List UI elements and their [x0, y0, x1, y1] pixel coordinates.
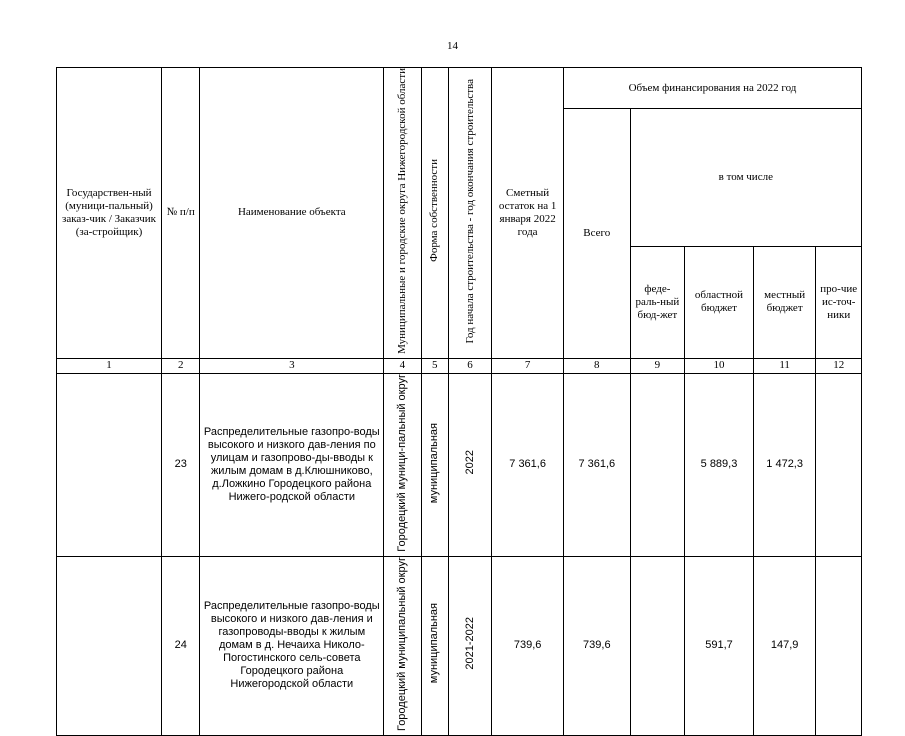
cell-local: 1 472,3: [753, 373, 816, 556]
column-number: 3: [200, 358, 384, 373]
financing-table: [56, 67, 862, 736]
column-number: 7: [492, 358, 564, 373]
cell-other: [816, 373, 862, 556]
page-number: 14: [447, 40, 458, 52]
cell-years: 2022: [448, 373, 491, 556]
cell-federal: [630, 373, 685, 556]
cell-municipality: Городецкий муници-пальный округ: [384, 373, 421, 556]
cell-estimate-balance: 7 361,6: [492, 373, 564, 556]
cell-municipality: Городецкий муниципальный округ: [384, 556, 421, 735]
cell-object-name: Распределительные газопро-воды высокого и низкого дав-ления и газопроводы-вводы к жилым домам в д. Нечаиха Николо-Погостинского сель-совета Городецкого района Нижегородской области: [200, 556, 384, 735]
cell-number: 24: [162, 556, 200, 735]
cell-years: 2021-2022: [448, 556, 491, 735]
column-number: 2: [162, 358, 200, 373]
header-municipality: Муниципальные и городские округа Нижегородской области: [384, 68, 421, 359]
column-numbers-row: [57, 358, 862, 373]
cell-customer: [57, 373, 162, 556]
cell-regional: 5 889,3: [685, 373, 754, 556]
cell-federal: [630, 556, 685, 735]
header-estimate-balance: Сметный остаток на 1 января 2022 года: [492, 68, 564, 359]
cell-regional: 591,7: [685, 556, 754, 735]
column-number: 8: [563, 358, 630, 373]
header-including: в том числе: [630, 109, 861, 247]
column-number: 11: [753, 358, 816, 373]
cell-total: 7 361,6: [563, 373, 630, 556]
column-number: 1: [57, 358, 162, 373]
column-number: 10: [685, 358, 754, 373]
cell-number: 23: [162, 373, 200, 556]
header-regional: областной бюджет: [685, 246, 754, 358]
cell-ownership: муниципальная: [421, 556, 448, 735]
header-ownership: Форма собственности: [421, 68, 448, 359]
column-number: 6: [448, 358, 491, 373]
header-years: Год начала строительства - год окончания строительства: [448, 68, 491, 359]
header-local: местный бюджет: [753, 246, 816, 358]
header-number: № п/п: [162, 68, 200, 359]
column-number: 12: [816, 358, 862, 373]
cell-total: 739,6: [563, 556, 630, 735]
header-federal: феде-раль-ный бюд-жет: [630, 246, 685, 358]
table-row: [57, 556, 862, 735]
column-number: 9: [630, 358, 685, 373]
cell-other: [816, 556, 862, 735]
header-object-name: Наименование объекта: [200, 68, 384, 359]
header-other: про-чие ис-точ-ники: [816, 246, 862, 358]
table-row: [57, 373, 862, 556]
header-total: Всего: [563, 109, 630, 359]
cell-ownership: муниципальная: [421, 373, 448, 556]
cell-customer: [57, 556, 162, 735]
cell-object-name: Распределительные газопро-воды высокого и низкого дав-ления по улицам и газопрово-ды-вводы к жилым домам в д.Клюшниково, д.Ложкино Городецкого района Нижего-родской области: [200, 373, 384, 556]
column-number: 5: [421, 358, 448, 373]
column-number: 4: [384, 358, 421, 373]
cell-estimate-balance: 739,6: [492, 556, 564, 735]
header-financing-volume: Объем финансирования на 2022 год: [563, 68, 861, 109]
header-customer: Государствен-ный (муници-пальный) заказ-чик / Заказчик (за-стройщик): [57, 68, 162, 359]
cell-local: 147,9: [753, 556, 816, 735]
